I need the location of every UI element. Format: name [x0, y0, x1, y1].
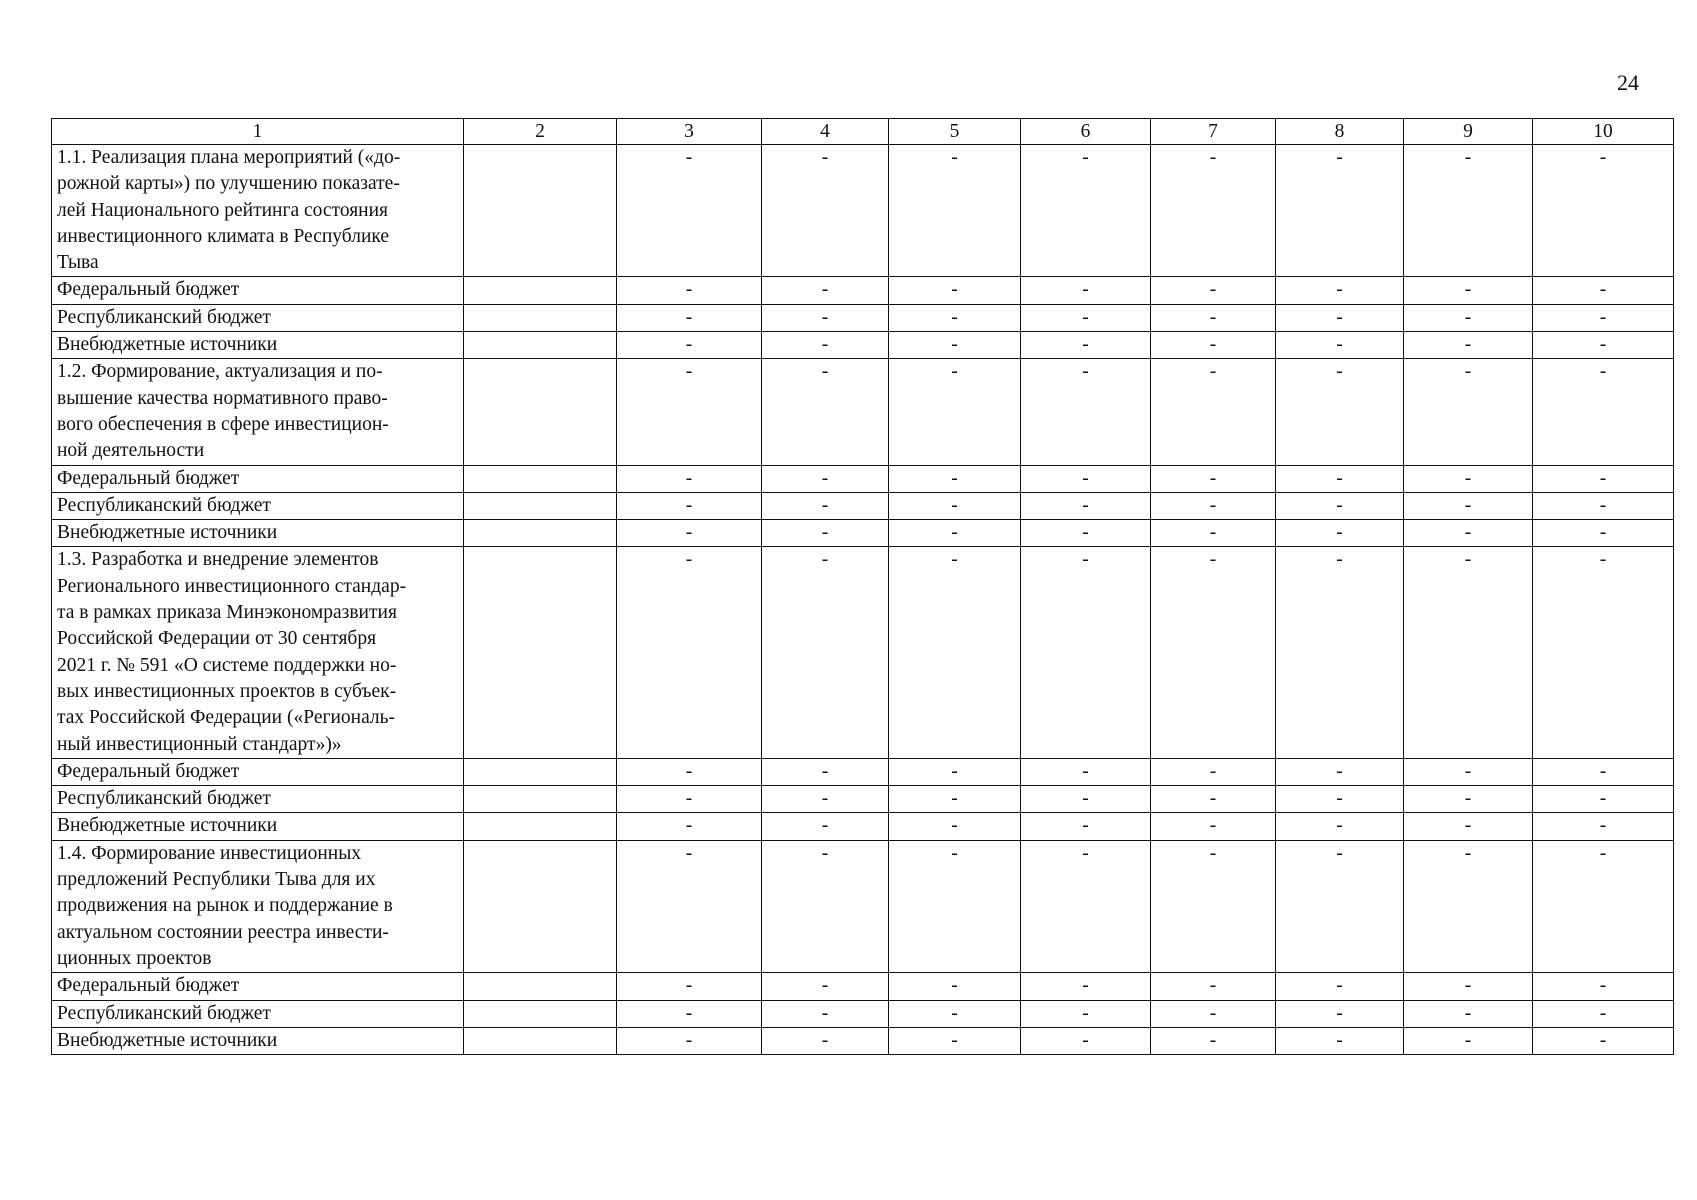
value-cell: - [762, 973, 889, 1000]
value-cell: - [1021, 277, 1151, 304]
value-cell: - [1276, 973, 1404, 1000]
row-description: Федеральный бюджет [52, 465, 464, 492]
value-cell: - [1276, 332, 1404, 359]
value-cell: - [1276, 277, 1404, 304]
value-cell: - [617, 758, 762, 785]
value-cell: - [1021, 973, 1151, 1000]
value-cell: - [1151, 786, 1276, 813]
value-cell: - [617, 840, 762, 972]
value-cell: - [1021, 840, 1151, 972]
value-cell: - [889, 1027, 1021, 1054]
value-cell: - [1404, 145, 1533, 277]
cell-col2 [464, 145, 617, 277]
cell-col2 [464, 465, 617, 492]
value-cell: - [1021, 786, 1151, 813]
value-cell: - [1533, 813, 1674, 840]
value-cell: - [762, 758, 889, 785]
value-cell: - [1151, 304, 1276, 331]
cell-col2 [464, 973, 617, 1000]
value-cell: - [1151, 547, 1276, 758]
column-header: 5 [889, 119, 1021, 145]
column-header: 4 [762, 119, 889, 145]
value-cell: - [889, 332, 1021, 359]
value-cell: - [1021, 1000, 1151, 1027]
value-cell: - [762, 465, 889, 492]
cell-col2 [464, 1000, 617, 1027]
value-cell: - [1276, 840, 1404, 972]
column-header: 1 [52, 119, 464, 145]
value-cell: - [889, 786, 1021, 813]
value-cell: - [889, 465, 1021, 492]
row-description: Внебюджетные источники [52, 520, 464, 547]
value-cell: - [1533, 547, 1674, 758]
value-cell: - [762, 813, 889, 840]
table-row [52, 332, 1674, 359]
value-cell: - [762, 547, 889, 758]
table-row [52, 840, 1674, 972]
value-cell: - [1276, 813, 1404, 840]
value-cell: - [1404, 1000, 1533, 1027]
value-cell: - [1404, 304, 1533, 331]
value-cell: - [1151, 332, 1276, 359]
value-cell: - [762, 359, 889, 465]
value-cell: - [889, 547, 1021, 758]
row-description: Республиканский бюджет [52, 1000, 464, 1027]
value-cell: - [617, 359, 762, 465]
value-cell: - [762, 1000, 889, 1027]
value-cell: - [762, 492, 889, 519]
value-cell: - [889, 840, 1021, 972]
column-header: 9 [1404, 119, 1533, 145]
column-header: 8 [1276, 119, 1404, 145]
value-cell: - [1276, 304, 1404, 331]
value-cell: - [762, 145, 889, 277]
value-cell: - [1021, 1027, 1151, 1054]
value-cell: - [1151, 145, 1276, 277]
value-cell: - [1021, 332, 1151, 359]
column-header: 2 [464, 119, 617, 145]
value-cell: - [617, 786, 762, 813]
value-cell: - [1151, 758, 1276, 785]
value-cell: - [1151, 973, 1276, 1000]
value-cell: - [1276, 492, 1404, 519]
value-cell: - [1533, 492, 1674, 519]
value-cell: - [1533, 359, 1674, 465]
value-cell: - [1276, 786, 1404, 813]
cell-col2 [464, 304, 617, 331]
value-cell: - [1151, 465, 1276, 492]
value-cell: - [1021, 492, 1151, 519]
table-row [52, 304, 1674, 331]
value-cell: - [1276, 1000, 1404, 1027]
value-cell: - [1404, 1027, 1533, 1054]
value-cell: - [1151, 277, 1276, 304]
value-cell: - [1533, 145, 1674, 277]
table-row [52, 492, 1674, 519]
value-cell: - [1151, 1000, 1276, 1027]
row-description: 1.4. Формирование инвестиционных предложений Республики Тыва для их продвижения на рынок и поддержание в актуальном состоянии реестра инвести- ционных проектов [52, 840, 464, 972]
value-cell: - [889, 277, 1021, 304]
value-cell: - [889, 973, 1021, 1000]
table-row [52, 465, 1674, 492]
row-description: Федеральный бюджет [52, 277, 464, 304]
cell-col2 [464, 277, 617, 304]
value-cell: - [1276, 1027, 1404, 1054]
value-cell: - [889, 813, 1021, 840]
value-cell: - [1404, 758, 1533, 785]
value-cell: - [1021, 304, 1151, 331]
value-cell: - [889, 1000, 1021, 1027]
column-header: 7 [1151, 119, 1276, 145]
value-cell: - [762, 277, 889, 304]
table-row [52, 758, 1674, 785]
value-cell: - [617, 465, 762, 492]
value-cell: - [1276, 520, 1404, 547]
value-cell: - [762, 1027, 889, 1054]
value-cell: - [889, 492, 1021, 519]
row-description: Республиканский бюджет [52, 786, 464, 813]
row-description: Республиканский бюджет [52, 492, 464, 519]
value-cell: - [1533, 973, 1674, 1000]
value-cell: - [1276, 359, 1404, 465]
cell-col2 [464, 786, 617, 813]
cell-col2 [464, 359, 617, 465]
cell-col2 [464, 547, 617, 758]
value-cell: - [889, 304, 1021, 331]
value-cell: - [617, 1000, 762, 1027]
value-cell: - [617, 520, 762, 547]
cell-col2 [464, 840, 617, 972]
value-cell: - [1021, 758, 1151, 785]
value-cell: - [617, 1027, 762, 1054]
value-cell: - [617, 145, 762, 277]
row-description: 1.1. Реализация плана мероприятий («до- рожной карты») по улучшению показате- лей Национального рейтинга состояния инвестиционного климата в Республике Тыва [52, 145, 464, 277]
value-cell: - [617, 492, 762, 519]
value-cell: - [1404, 840, 1533, 972]
row-description: Внебюджетные источники [52, 813, 464, 840]
table-row [52, 520, 1674, 547]
value-cell: - [1021, 520, 1151, 547]
table-row [52, 973, 1674, 1000]
value-cell: - [1151, 492, 1276, 519]
table-row [52, 1000, 1674, 1027]
cell-col2 [464, 520, 617, 547]
table-row [52, 547, 1674, 758]
row-description: Республиканский бюджет [52, 304, 464, 331]
value-cell: - [762, 520, 889, 547]
value-cell: - [1404, 465, 1533, 492]
value-cell: - [1404, 813, 1533, 840]
value-cell: - [617, 813, 762, 840]
table-header-row [52, 119, 1674, 145]
value-cell: - [1021, 547, 1151, 758]
value-cell: - [1533, 758, 1674, 785]
table-row [52, 359, 1674, 465]
page-number: 24 [1617, 70, 1639, 95]
value-cell: - [1533, 332, 1674, 359]
value-cell: - [1151, 840, 1276, 972]
value-cell: - [617, 332, 762, 359]
value-cell: - [1533, 840, 1674, 972]
value-cell: - [617, 277, 762, 304]
row-description: 1.2. Формирование, актуализация и по- вышение качества нормативного право- вого обеспечения в сфере инвестицион- ной деятельности [52, 359, 464, 465]
value-cell: - [617, 304, 762, 331]
cell-col2 [464, 813, 617, 840]
value-cell: - [1151, 1027, 1276, 1054]
cell-col2 [464, 332, 617, 359]
value-cell: - [1533, 304, 1674, 331]
table-row [52, 1027, 1674, 1054]
value-cell: - [1151, 359, 1276, 465]
value-cell: - [1276, 145, 1404, 277]
value-cell: - [1276, 758, 1404, 785]
value-cell: - [1151, 520, 1276, 547]
value-cell: - [617, 973, 762, 1000]
value-cell: - [889, 520, 1021, 547]
budget-table [51, 118, 1674, 1055]
column-header: 6 [1021, 119, 1151, 145]
value-cell: - [1404, 359, 1533, 465]
value-cell: - [1404, 973, 1533, 1000]
value-cell: - [1404, 332, 1533, 359]
value-cell: - [1533, 465, 1674, 492]
value-cell: - [1404, 786, 1533, 813]
value-cell: - [1404, 492, 1533, 519]
value-cell: - [1533, 786, 1674, 813]
value-cell: - [762, 786, 889, 813]
value-cell: - [762, 332, 889, 359]
value-cell: - [1404, 547, 1533, 758]
value-cell: - [1021, 813, 1151, 840]
value-cell: - [1533, 277, 1674, 304]
column-header: 3 [617, 119, 762, 145]
row-description: Федеральный бюджет [52, 758, 464, 785]
value-cell: - [762, 840, 889, 972]
cell-col2 [464, 492, 617, 519]
value-cell: - [1021, 465, 1151, 492]
value-cell: - [1276, 465, 1404, 492]
table-row [52, 277, 1674, 304]
row-description: 1.3. Разработка и внедрение элементов Регионального инвестиционного стандар- та в рамках приказа Минэкономразвития Российской Федерации от 30 сентября 2021 г. № 591 «О системе поддержки но- вых инвестиционных проектов в субъек- тах Российской Федерации («Региональ- ный инвестиционный стандарт»)» [52, 547, 464, 758]
value-cell: - [1021, 145, 1151, 277]
value-cell: - [1533, 1027, 1674, 1054]
value-cell: - [889, 758, 1021, 785]
value-cell: - [889, 359, 1021, 465]
value-cell: - [762, 304, 889, 331]
value-cell: - [1404, 520, 1533, 547]
value-cell: - [1276, 547, 1404, 758]
value-cell: - [1533, 1000, 1674, 1027]
value-cell: - [617, 547, 762, 758]
column-header: 10 [1533, 119, 1674, 145]
row-description: Федеральный бюджет [52, 973, 464, 1000]
value-cell: - [1151, 813, 1276, 840]
table-row [52, 813, 1674, 840]
cell-col2 [464, 758, 617, 785]
row-description: Внебюджетные источники [52, 1027, 464, 1054]
cell-col2 [464, 1027, 617, 1054]
table-row [52, 145, 1674, 277]
value-cell: - [1533, 520, 1674, 547]
value-cell: - [889, 145, 1021, 277]
value-cell: - [1021, 359, 1151, 465]
table-row [52, 786, 1674, 813]
value-cell: - [1404, 277, 1533, 304]
row-description: Внебюджетные источники [52, 332, 464, 359]
